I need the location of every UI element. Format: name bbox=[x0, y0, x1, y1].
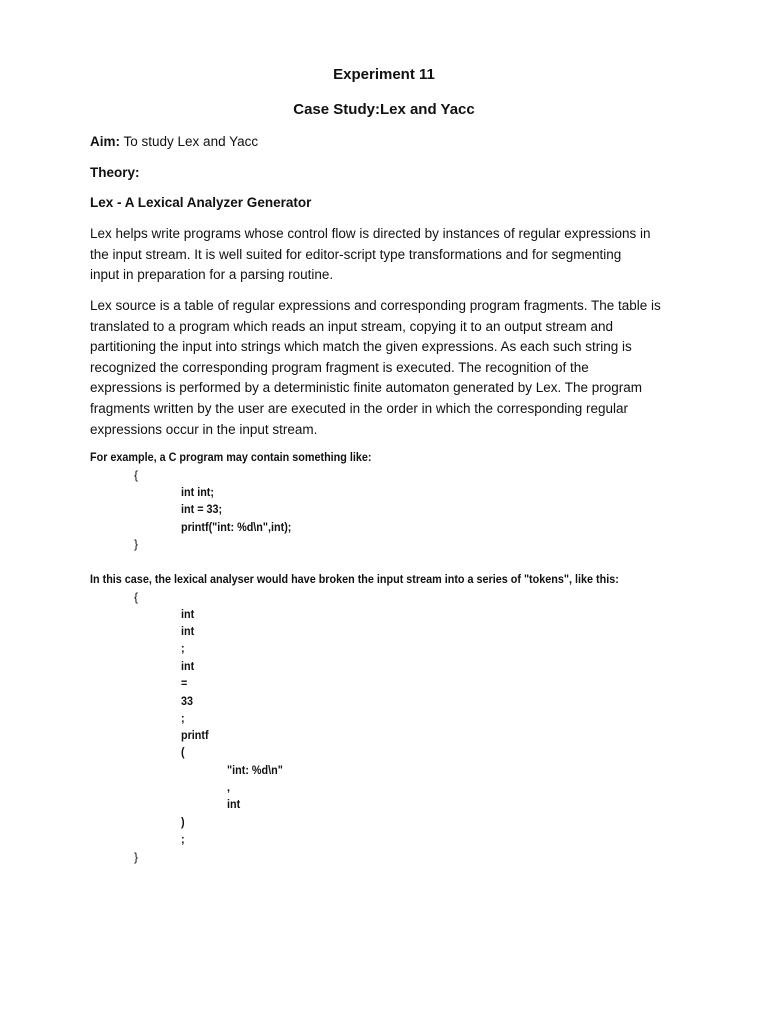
example-code-line: int int; bbox=[181, 485, 214, 499]
paragraph-line: input in preparation for a parsing routine. bbox=[90, 267, 334, 283]
token-item: int bbox=[181, 659, 195, 673]
token-item: ; bbox=[181, 711, 185, 725]
token-item: 33 bbox=[181, 694, 194, 708]
token-item: = bbox=[181, 676, 188, 690]
token-item: ; bbox=[181, 641, 185, 655]
token-item: int bbox=[181, 607, 195, 621]
paragraph-line: Lex source is a table of regular expressions and corresponding program fragments. The table is bbox=[90, 298, 661, 313]
paragraph-1 bbox=[90, 224, 680, 286]
paragraph-line: expressions occur in the input stream. bbox=[90, 421, 318, 437]
example-open-brace: { bbox=[134, 468, 139, 482]
lex-heading: Lex - A Lexical Analyzer Generator bbox=[90, 195, 312, 210]
paragraph-line: recognized the corresponding program fragment is executed. The recognition of the bbox=[90, 359, 589, 375]
page-title: Experiment 11 bbox=[333, 66, 435, 83]
theory-heading: Theory: bbox=[90, 165, 140, 180]
aim-line bbox=[90, 134, 258, 149]
page-subtitle: Case Study:Lex and Yacc bbox=[293, 101, 475, 118]
token-item: printf bbox=[181, 728, 209, 742]
token-item: ; bbox=[181, 832, 185, 846]
example-code-line: printf("int: %d\n",int); bbox=[181, 520, 292, 534]
example-close-brace: } bbox=[134, 537, 139, 551]
token-item: ) bbox=[181, 815, 185, 829]
paragraph-line: expressions is performed by a deterministic finite automaton generated by Lex. The program bbox=[90, 380, 643, 396]
paragraph-line: translated to a program which reads an input stream, copying it to an output stream and bbox=[90, 318, 614, 334]
tokens-open-brace: { bbox=[134, 590, 139, 604]
aim-label: Aim: bbox=[90, 134, 120, 149]
tokens-close-brace: } bbox=[134, 850, 139, 864]
paragraph-line: fragments written by the user are executed in the order in which the corresponding regular bbox=[90, 400, 629, 416]
example-code-line: int = 33; bbox=[181, 502, 223, 516]
paragraph-line: the input stream. It is well suited for editor-script type transformations and for segmenting bbox=[90, 246, 622, 262]
paragraph-line: partitioning the input into strings which match the given expressions. As each such string is bbox=[90, 339, 632, 355]
paragraph-2 bbox=[90, 296, 680, 440]
token-nested-item: "int: %d\n" bbox=[227, 763, 283, 777]
token-nested-item: int bbox=[227, 797, 241, 811]
example-intro: For example, a C program may contain something like: bbox=[90, 450, 372, 464]
aim-text: To study Lex and Yacc bbox=[123, 134, 259, 149]
token-item: ( bbox=[181, 745, 185, 759]
tokens-intro: In this case, the lexical analyser would have broken the input stream into a series of "tokens", like this: bbox=[90, 572, 619, 586]
token-item: int bbox=[181, 624, 195, 638]
token-nested-item: , bbox=[227, 780, 231, 794]
paragraph-line: Lex helps write programs whose control flow is directed by instances of regular expressions in bbox=[90, 226, 651, 241]
